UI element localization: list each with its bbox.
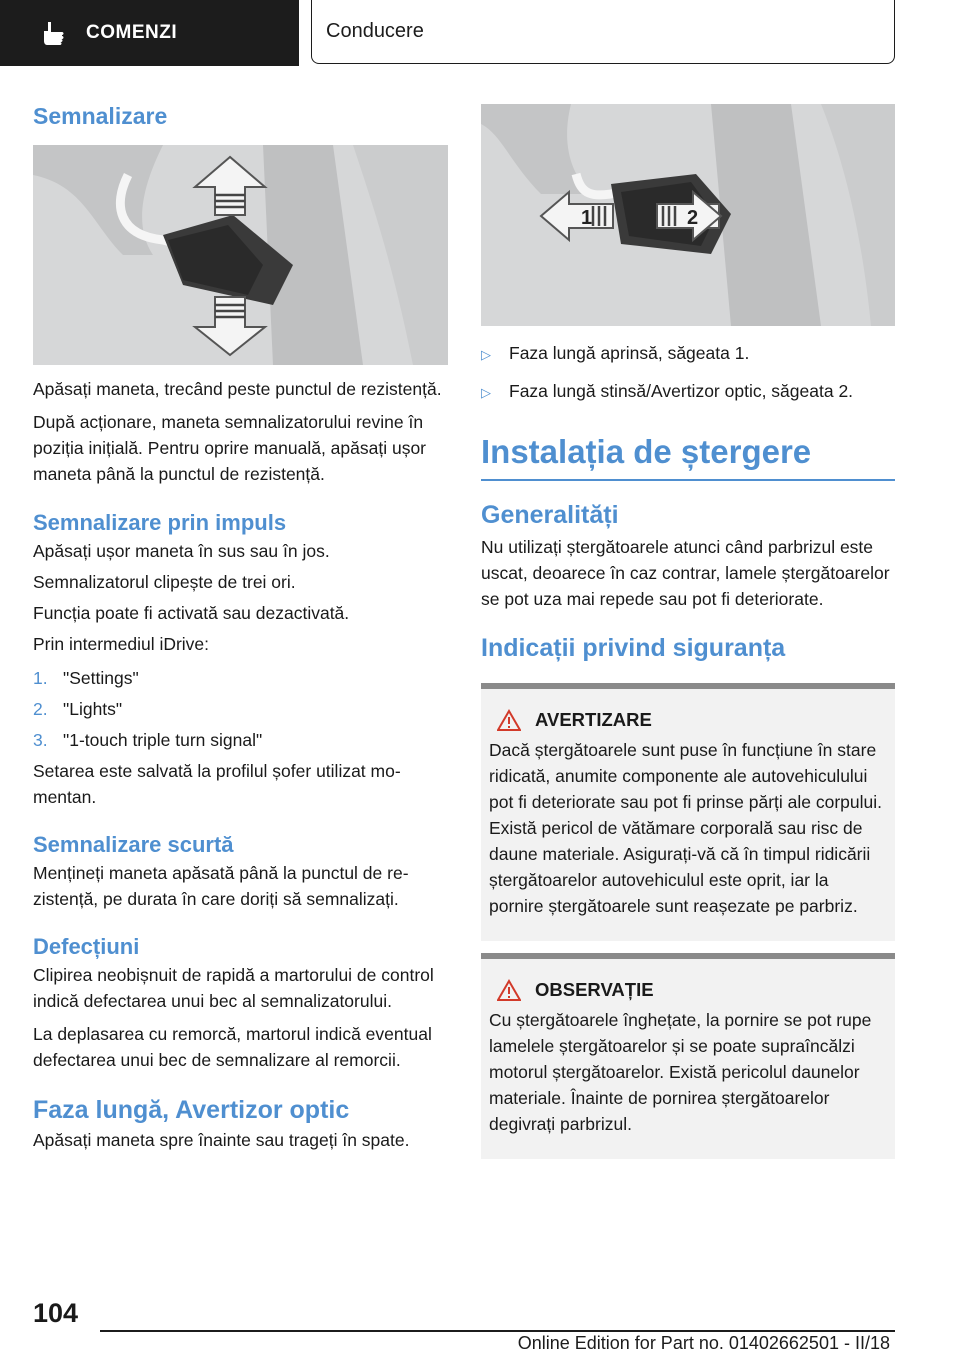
paragraph-clipeste: Semnalizatorul clipește de trei ori. — [33, 572, 296, 592]
high-beam-bullets — [481, 340, 895, 406]
paragraph-remorca: La deplasarea cu remorcă, martorul indică eventual defectarea unui bec de semnalizare al remorcii. — [33, 1024, 432, 1070]
heading-semnalizare-scurta: Semnalizare scurtă — [33, 832, 234, 857]
paragraph-apasati-spre-inainte: Apăsați maneta spre înainte sau trageți în spate. — [33, 1130, 410, 1150]
warning-title: AVERTIZARE — [535, 708, 652, 730]
step-text: "Settings" — [63, 668, 139, 688]
triangle-bullet-icon: ▷ — [481, 347, 491, 362]
step-number: 3. — [33, 730, 48, 750]
heading-instalatia-stergere: Instalația de ștergere — [481, 433, 812, 470]
arrow-label-1: 1 — [581, 207, 593, 229]
footer-divider — [100, 1330, 895, 1332]
heading-underline — [481, 479, 895, 481]
footer-edition: Online Edition for Part no. 01402662501 - II/18 — [517, 1333, 890, 1353]
tab-comenzi-label: COMENZI — [86, 22, 178, 43]
heading-semnalizare-impuls: Semnalizare prin impuls — [33, 510, 287, 535]
paragraph-generalitati: Nu utilizați ștergătoarele atunci când parbrizul este uscat, deoarece în caz contrar, lamele ștergătoarelor se pot uza mai repede sau pot fi deteriorate. — [481, 536, 890, 609]
heading-faza-lunga: Faza lungă, Avertizor optic — [33, 1096, 350, 1124]
right-column — [481, 104, 895, 1159]
warning-box — [481, 683, 895, 941]
paragraph-idrive: Prin intermediul iDrive: — [33, 634, 210, 654]
notice-title: OBSERVAȚIE — [535, 978, 654, 1000]
tab-comenzi[interactable] — [0, 0, 299, 66]
page-number: 104 — [33, 1298, 79, 1328]
high-beam-figure — [481, 104, 895, 326]
step-number: 1. — [33, 668, 48, 688]
tab-conducere-label: Conducere — [326, 20, 424, 42]
hand-pointer-icon — [38, 18, 68, 48]
step-text: "Lights" — [63, 699, 123, 719]
high-beam-illustration — [481, 104, 895, 326]
triangle-bullet-icon: ▷ — [481, 385, 491, 400]
list-item — [33, 665, 448, 691]
list-item — [33, 696, 448, 722]
arrow-label-2: 2 — [687, 207, 699, 229]
bullet-text: Faza lungă aprinsă, săgeata 1. — [509, 343, 750, 363]
notice-triangle-icon — [497, 979, 521, 1001]
header-tabs — [0, 0, 960, 66]
notice-text: Cu ștergătoarele înghețate, la pornire se pot rupe lamelele ștergătoarelor și se poate supraîncălzi motorul ștergătoarelor. Există pericolul daunelor materiale. Înainte de pornirea ștergătoarelor degivrați parbrizul. — [489, 1009, 872, 1134]
heading-generalitati: Generalități — [481, 500, 619, 529]
paragraph-apasati-usor: Apăsați ușor maneta în sus sau în jos. — [33, 541, 330, 561]
list-item — [33, 727, 448, 753]
paragraph-setarea: Setarea este salvată la profilul șofer utilizat momentan. — [33, 761, 401, 807]
step-number: 2. — [33, 699, 48, 719]
warning-header — [489, 709, 887, 731]
heading-indicatii-siguranta: Indicații privind siguranța — [481, 633, 786, 662]
turn-signal-illustration — [33, 145, 448, 365]
paragraph-apasati-maneta: Apăsați maneta, trecând peste punctul de rezistență. — [33, 379, 442, 399]
notice-header — [489, 979, 887, 1001]
warning-text: Dacă ștergătoarele sunt puse în funcțiune în stare ridicată, anumite componente ale autovehiculului pot fi deteriorate sau pot fi prinse părți ale corpului. Există pericol de vătămare corporală sau risc de daune materiale. Asigurați-vă că în timpul ridicării ștergătoarelor autovehiculul este oprit, iar la pornire ștergătoarele sunt reașezate pe parbriz. — [489, 739, 882, 916]
list-item — [481, 340, 895, 368]
paragraph-mentineti: Mențineți maneta apăsată până la punctul de rezistență, pe durata în care doriți să semnalizați. — [33, 863, 409, 909]
bullet-text: Faza lungă stinsă/Avertizor optic, săgeata 2. — [509, 381, 854, 401]
left-column — [33, 100, 448, 1153]
paragraph-functia: Funcția poate fi activată sau dezactivată. — [33, 603, 350, 623]
step-text: "1-touch triple turn signal" — [63, 730, 263, 750]
list-item — [481, 378, 895, 406]
turn-signal-figure — [33, 145, 448, 365]
notice-box — [481, 953, 895, 1159]
paragraph-dupa-actionare: După acționare, maneta semnalizatorului revine în poziția inițială. Pentru oprire manuală, apăsați ușor maneta până la punctul de rezistență. — [33, 412, 426, 484]
paragraph-clipirea: Clipirea neobișnuit de rapidă a martorului de control indică defectarea unui bec al semnalizatorului. — [33, 965, 434, 1011]
heading-defectiuni: Defecțiuni — [33, 934, 140, 959]
tab-conducere[interactable] — [311, 0, 895, 64]
idrive-steps — [33, 665, 448, 753]
warning-triangle-icon — [497, 709, 521, 731]
heading-semnalizare: Semnalizare — [33, 103, 168, 129]
